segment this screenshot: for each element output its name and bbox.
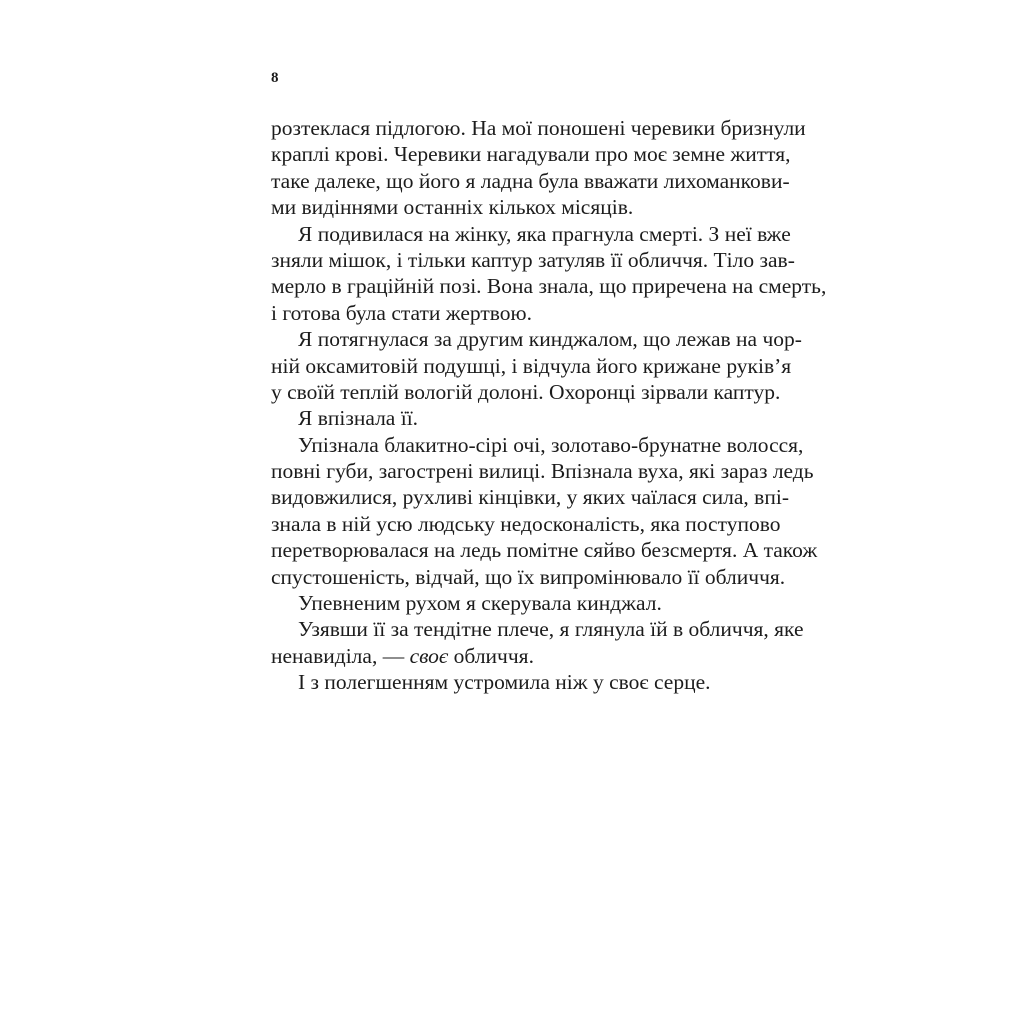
text-line: повні губи, загострені вилиці. Впізнала вуха, які зараз ледь xyxy=(271,459,814,484)
text-before-emphasis: ненавиділа, — xyxy=(271,643,410,668)
text-after-emphasis: обличчя. xyxy=(448,643,534,668)
text-line: зняли мішок, і тільки каптур затуляв її обличчя. Тіло зав- xyxy=(271,247,795,272)
emphasized-word: своє xyxy=(409,643,449,668)
text-line: видовжилися, рухливі кінцівки, у яких чаїлася сила, впі- xyxy=(271,485,789,510)
text-line: розтеклася підлогою. На мої поношені черевики бризнули xyxy=(271,116,806,140)
body-text xyxy=(271,115,827,696)
text-line-emphasis xyxy=(271,643,778,669)
text-line: Я подивилася на жінку, яка прагнула смерті. З неї вже xyxy=(298,221,791,246)
text-line: Я потягнулася за другим кинджалом, що лежав на чор- xyxy=(298,327,802,352)
text-line: Упевненим рухом я скерувала кинджал. xyxy=(298,591,662,616)
text-line: і готова була стати жертвою. xyxy=(271,300,532,325)
text-line: ній оксамитовій подушці, і відчула його крижане руків’я xyxy=(271,353,792,378)
text-line: мерло в граційній позі. Вона знала, що приречена на смерть, xyxy=(271,274,827,299)
text-line: таке далеке, що його я ладна була вважати лихоманкови- xyxy=(271,168,790,193)
page-number: 8 xyxy=(271,70,279,86)
text-line: краплі крові. Черевики нагадували про моє земне життя, xyxy=(271,142,791,167)
text-line: Узявши її за тендітне плече, я глянула їй в обличчя, яке xyxy=(298,617,804,642)
text-line: Упізнала блакитно-сірі очі, золотаво-брунатне волосся, xyxy=(298,432,804,457)
text-line: знала в ній усю людську недосконалість, яка поступово xyxy=(271,511,781,536)
text-line: ми видіннями останніх кількох місяців. xyxy=(271,195,634,220)
final-line: І з полегшенням устромила ніж у своє серце. xyxy=(298,670,711,695)
text-line: перетворювалася на ледь помітне сяйво безсмертя. А також xyxy=(271,538,818,563)
text-line: спустошеність, відчай, що їх випромінювало її обличчя. xyxy=(271,564,786,589)
text-line: у своїй теплій вологій долоні. Охоронці зірвали каптур. xyxy=(271,379,781,404)
text-line: Я впізнала її. xyxy=(298,406,419,431)
